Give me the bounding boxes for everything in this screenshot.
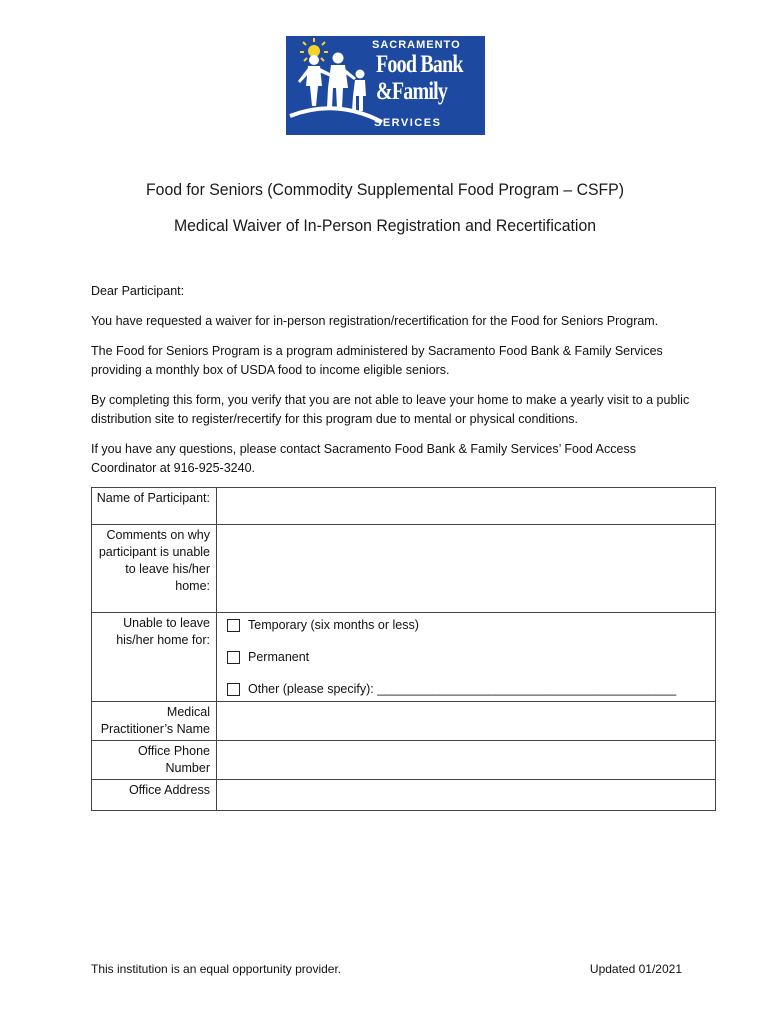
option-temporary[interactable]: [221, 617, 711, 634]
paragraph-contact: If you have any questions, please contact Sacramento Food Bank & Family Services’ Food Access Coordinator at 916-925-3240.: [91, 442, 636, 475]
updated-date: Updated 01/2021: [589, 962, 682, 976]
logo-text-food-bank: Food Bank: [376, 51, 463, 78]
equal-opportunity-notice: This institution is an equal opportunity provider.: [91, 962, 342, 976]
option-permanent[interactable]: [221, 649, 711, 666]
temporary-checkbox[interactable]: [227, 619, 240, 632]
paragraph-program-description: The Food for Seniors Program is a program administered by Sacramento Food Bank & Family Services providing a monthly box of USDA food to income eligible seniors.: [91, 344, 663, 377]
paragraph-verification: By completing this form, you verify that you are not able to leave your home to make a yearly visit to a public distribution site to register/recertify for this program due to mental or physical conditions.: [91, 393, 690, 426]
comments-label: Comments on why participant is unable to leave his/her home:: [92, 525, 217, 613]
participant-name-label: Name of Participant:: [92, 488, 217, 525]
office-address-label: Office Address: [92, 780, 217, 811]
logo-text-sacramento: SACRAMENTO: [372, 39, 461, 51]
unable-to-leave-label: Unable to leave his/her home for:: [92, 613, 217, 702]
permanent-label: Permanent: [248, 650, 310, 664]
office-phone-label: Office Phone Number: [92, 741, 217, 780]
practitioner-name-label: Medical Practitioner’s Name: [92, 702, 217, 741]
practitioner-name-field[interactable]: [217, 702, 716, 741]
paragraph-waiver-request: You have requested a waiver for in-person registration/recertification for the Food for Seniors Program.: [91, 314, 659, 328]
organization-logo: [286, 36, 485, 135]
greeting: Dear Participant:: [91, 284, 185, 298]
permanent-checkbox[interactable]: [227, 651, 240, 664]
unable-to-leave-options: [217, 613, 716, 702]
logo-text-family: &Family: [376, 78, 448, 105]
office-phone-field[interactable]: [217, 741, 716, 780]
option-other[interactable]: [221, 681, 711, 698]
comments-field[interactable]: [217, 525, 716, 613]
logo-text-services: SERVICES: [374, 117, 442, 129]
other-checkbox[interactable]: [227, 683, 240, 696]
other-label: Other (please specify): ___________________________________________: [248, 682, 677, 696]
participant-name-field[interactable]: [217, 488, 716, 525]
document-subtitle: Medical Waiver of In-Person Registration and Recertification: [173, 216, 597, 235]
temporary-label: Temporary (six months or less): [248, 618, 419, 632]
document-title: Food for Seniors (Commodity Supplemental Food Program – CSFP): [145, 180, 624, 199]
waiver-form-table: [91, 487, 716, 811]
office-address-field[interactable]: [217, 780, 716, 811]
